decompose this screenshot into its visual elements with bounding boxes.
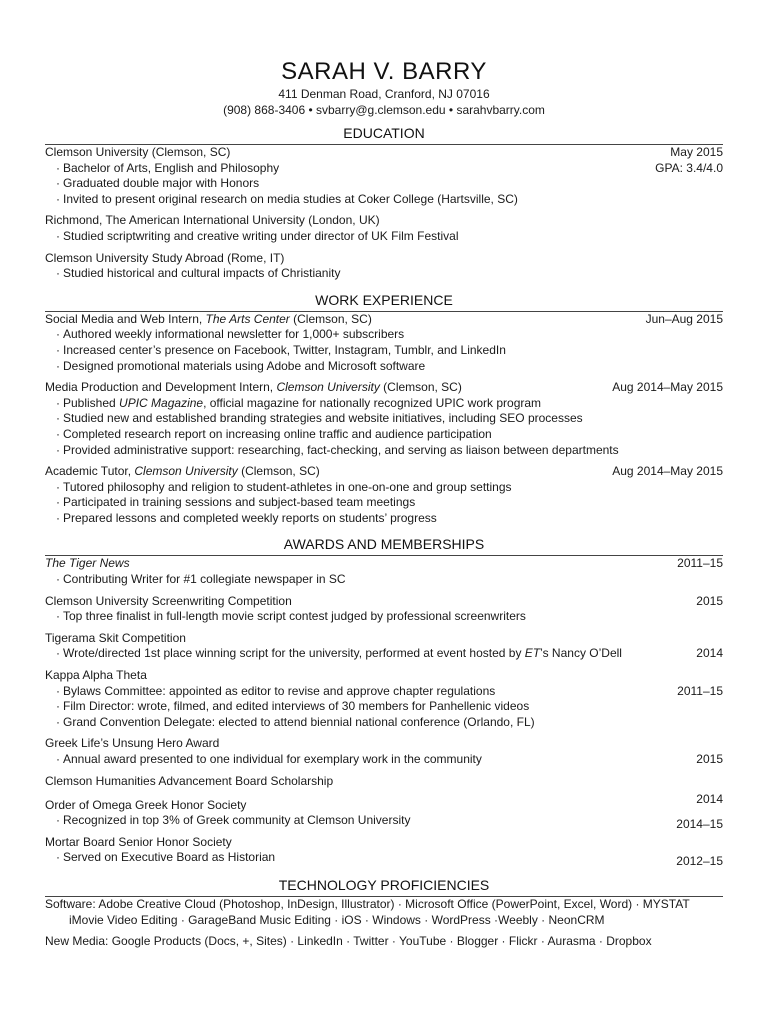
job-org: Clemson University xyxy=(134,464,238,479)
bullet-text: · Graduated double major with Honors xyxy=(45,176,723,192)
award-entry xyxy=(45,631,723,662)
gpa-text: GPA: 3.4/4.0 xyxy=(655,160,723,175)
bullet-text xyxy=(45,396,723,412)
bullet-text-start: Published xyxy=(63,395,120,410)
address-line: 411 Denman Road, Cranford, NJ 07016 xyxy=(278,87,490,101)
entry-date: 2015 xyxy=(696,752,723,766)
bullet-text-end: , official magazine for nationally recognized UPIC work program xyxy=(203,395,542,410)
show-name: ET xyxy=(524,646,541,661)
applicant-name: SARAH V. BARRY xyxy=(281,58,487,85)
job-role: Social Media and Web Intern, xyxy=(45,311,206,326)
awards-heading: AWARDS AND MEMBERSHIPS xyxy=(45,535,723,556)
work-entry xyxy=(45,312,723,374)
work-heading: WORK EXPERIENCE xyxy=(45,291,723,312)
tech-heading: TECHNOLOGY PROFICIENCIES xyxy=(45,876,723,897)
bullet-text: · Served on Executive Board as Historian xyxy=(45,850,723,866)
bullet-text: Bylaws Committee: appointed as editor to revise and approve chapter regulations xyxy=(63,683,496,698)
bullet-text: · Prepared lessons and completed weekly reports on students’ progress xyxy=(45,511,723,527)
award-entry xyxy=(45,668,723,730)
school-name: Clemson University Study Abroad (Rome, IT) xyxy=(45,250,285,265)
entry-date: 2014 xyxy=(696,791,723,806)
bullet-text: Bachelor of Arts, English and Philosophy xyxy=(63,160,280,175)
bullet-text: · Provided administrative support: researching, fact-checking, and serving as liaison between departments xyxy=(45,443,723,459)
award-entry xyxy=(45,835,723,866)
school-name: Richmond, The American International University (London, UK) xyxy=(45,213,380,228)
bullet-text: · Recognized in top 3% of Greek community at Clemson University xyxy=(45,813,723,829)
entry-date: 2011–15 xyxy=(677,556,723,571)
resume-header xyxy=(45,0,723,118)
bullet-text-start: Wrote/directed 1st place winning script for the university, performed at event hosted by xyxy=(63,646,525,661)
bullet-text: · Grand Convention Delegate: elected to attend biennial national conference (Orlando, FL) xyxy=(45,715,723,731)
award-name: Clemson Humanities Advancement Board Scholarship xyxy=(45,773,334,788)
entry-date: Aug 2014–May 2015 xyxy=(612,380,723,395)
entry-date: 2014–15 xyxy=(676,816,723,831)
job-org: The Arts Center xyxy=(205,311,290,326)
award-name: Greek Life’s Unsung Hero Award xyxy=(45,736,220,751)
bullet-text-end: ’s Nancy O’Dell xyxy=(540,646,622,661)
work-entry xyxy=(45,380,723,458)
bullet-text: · Studied scriptwriting and creative writing under director of UK Film Festival xyxy=(45,229,723,245)
magazine-title: UPIC Magazine xyxy=(119,395,204,410)
contact-line: (908) 868-3406 • svbarry@g.clemson.edu • sarahvbarry.com xyxy=(223,103,545,117)
award-name: Clemson University Screenwriting Competition xyxy=(45,593,292,608)
school-name: Clemson University (Clemson, SC) xyxy=(45,145,231,159)
education-entry xyxy=(45,213,723,244)
bullet-text: Annual award presented to one individual for exemplary work in the community xyxy=(63,752,482,766)
work-entry xyxy=(45,464,723,526)
bullet-text: · Top three finalist in full-length movie script contest judged by professional screenwriters xyxy=(45,609,723,625)
award-name: Tigerama Skit Competition xyxy=(45,630,186,645)
job-role: Academic Tutor, xyxy=(45,464,135,479)
award-name: Mortar Board Senior Honor Society xyxy=(45,834,232,849)
software-line-continued: iMovie Video Editing · GarageBand Music Editing · iOS · Windows · WordPress ·Weebly · NeonCRM xyxy=(69,912,605,927)
job-role: Media Production and Development Intern, xyxy=(45,380,277,395)
entry-date: Jun–Aug 2015 xyxy=(645,311,723,326)
award-name: The Tiger News xyxy=(45,556,130,571)
entry-date: May 2015 xyxy=(670,145,723,159)
job-location: (Clemson, SC) xyxy=(289,311,372,326)
bullet-text: · Completed research report on increasing online traffic and audience participation xyxy=(45,427,723,443)
award-name: Kappa Alpha Theta xyxy=(45,668,147,683)
bullet-text: · Tutored philosophy and religion to student-athletes in one-on-one and group settings xyxy=(45,480,723,496)
work-section xyxy=(45,312,723,527)
job-location: (Clemson, SC) xyxy=(379,380,462,395)
job-location: (Clemson, SC) xyxy=(237,464,320,479)
software-line: Software: Adobe Creative Cloud (Photoshop, InDesign, Illustrator) · Microsoft Office (PowerPoint, Excel, Word) · MYSTAT xyxy=(45,896,690,911)
bullet-text: · Authored weekly informational newsletter for 1,000+ subscribers xyxy=(45,327,723,343)
bullet-text: · Increased center’s presence on Facebook, Twitter, Instagram, Tumblr, and LinkedIn xyxy=(45,343,723,359)
education-section xyxy=(45,145,723,282)
award-name: Order of Omega Greek Honor Society xyxy=(45,797,247,812)
bullet-text: · Participated in training sessions and subject-based team meetings xyxy=(45,495,723,511)
tech-section xyxy=(45,897,723,950)
bullet-text: · Designed promotional materials using Adobe and Microsoft software xyxy=(45,359,723,375)
education-entry xyxy=(45,145,723,207)
bullet-text: · Invited to present original research on media studies at Coker College (Hartsville, SC) xyxy=(45,192,723,208)
entry-date: 2012–15 xyxy=(676,853,723,868)
bullet-text: · Studied historical and cultural impacts of Christianity xyxy=(45,266,723,282)
job-org: Clemson University xyxy=(276,380,380,395)
new-media-line: New Media: Google Products (Docs, +, Sites) · LinkedIn · Twitter · YouTube · Blogger · Flickr · Aurasma · Dropbox xyxy=(45,934,652,949)
entry-date: 2014 xyxy=(696,646,723,661)
education-heading: EDUCATION xyxy=(45,124,723,145)
bullet-text: · Film Director: wrote, filmed, and edited interviews of 30 members for Panhellenic videos xyxy=(45,699,723,715)
award-entry xyxy=(45,798,723,829)
award-entry xyxy=(45,556,723,587)
entry-date: Aug 2014–May 2015 xyxy=(612,464,723,479)
entry-date: 2011–15 xyxy=(677,683,723,698)
bullet-text: · Studied new and established branding strategies and website initiatives, including SEO processes xyxy=(45,411,723,427)
award-entry xyxy=(45,736,723,767)
bullet-text: · Contributing Writer for #1 collegiate newspaper in SC xyxy=(45,572,723,588)
award-entry xyxy=(45,594,723,625)
entry-date: 2015 xyxy=(696,593,723,608)
awards-section xyxy=(45,556,723,866)
education-entry xyxy=(45,251,723,282)
